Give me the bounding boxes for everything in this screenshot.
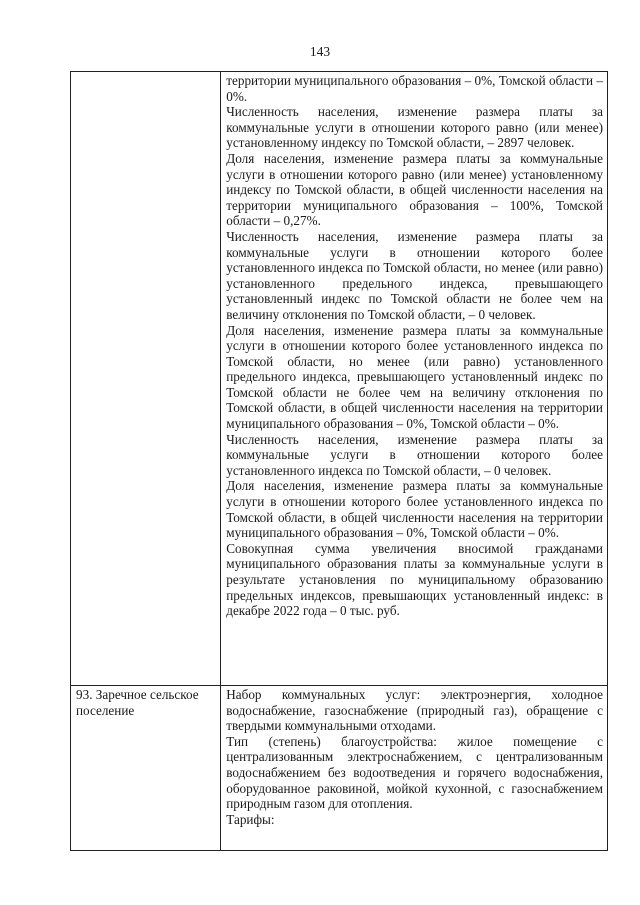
- table-row: [71, 72, 608, 686]
- table-row: [71, 686, 608, 851]
- description-paragraph: Тарифы:: [226, 811, 275, 827]
- description-paragraph: Доля населения, изменение размера платы за коммунальные услуги в отношении которого равно (или менее) установленному индексу по Томской области, в общей численности населения на территории муниципального образования – 100%, Томской области – 0,27%.: [226, 150, 603, 229]
- description-paragraph: Тип (степень) благоустройства: жилое помещение с централизованным электроснабжением, с централизованным водоснабжением без водоотведения и горячего водоснабжения, оборудованное раковиной, мойкой кухонной, с газоснабжением природным газом для отопления.: [226, 733, 603, 812]
- municipality-name: 93. Заречное сельское поселение: [76, 687, 199, 718]
- description-paragraph: Численность населения, изменение размера платы за коммунальные услуги в отношении которого равно (или менее) установленному индексу по Томской области, – 2897 человек.: [226, 104, 603, 151]
- description-paragraph: Доля населения, изменение размера платы за коммунальные услуги в отношении которого более установленного индекса по Томской области, в общей численности населения на территории муниципального образования – 0%, Томской области – 0%.: [226, 478, 603, 541]
- description-paragraph: Набор коммунальных услуг: электроэнергия, холодное водоснабжение, газоснабжение (природный газ), обращение с твердыми коммунальными отходами.: [226, 687, 603, 734]
- description-paragraph: Численность населения, изменение размера платы за коммунальные услуги в отношении которого более установленного индекса по Томской области, – 0 человек.: [226, 431, 603, 478]
- municipality-cell: [71, 686, 221, 851]
- description-cell: [221, 72, 608, 686]
- description-paragraph: территории муниципального образования – 0%, Томской области – 0%.: [226, 73, 603, 104]
- municipality-cell: [71, 72, 221, 686]
- description-paragraph: Численность населения, изменение размера платы за коммунальные услуги в отношении которого более установленного индекса по Томской области, но менее (или равно) установленного предельного индекса, превышающего установленный индекс по Томской области не более чем на величину отклонения по Томской области, – 0 человек.: [226, 228, 603, 322]
- description-paragraph: Доля населения, изменение размера платы за коммунальные услуги в отношении которого более установленного индекса по Томской области, но менее (или равно) установленного предельного индекса, превышающего установленный индекс по Томской области не более чем на величину отклонения по Томской области, в общей численности населения на территории муниципального образования – 0%, Томской области – 0%.: [226, 322, 603, 432]
- page-number: 143: [309, 44, 331, 59]
- description-cell: [221, 686, 608, 851]
- description-paragraph: Совокупная сумма увеличения вносимой гражданами муниципального образования платы за коммунальные услуги в результате установления по муниципальному образованию предельных индексов, превышающих установленный индекс: в декабре 2022 года – 0 тыс. руб.: [226, 540, 603, 619]
- municipal-data-table: [70, 71, 608, 851]
